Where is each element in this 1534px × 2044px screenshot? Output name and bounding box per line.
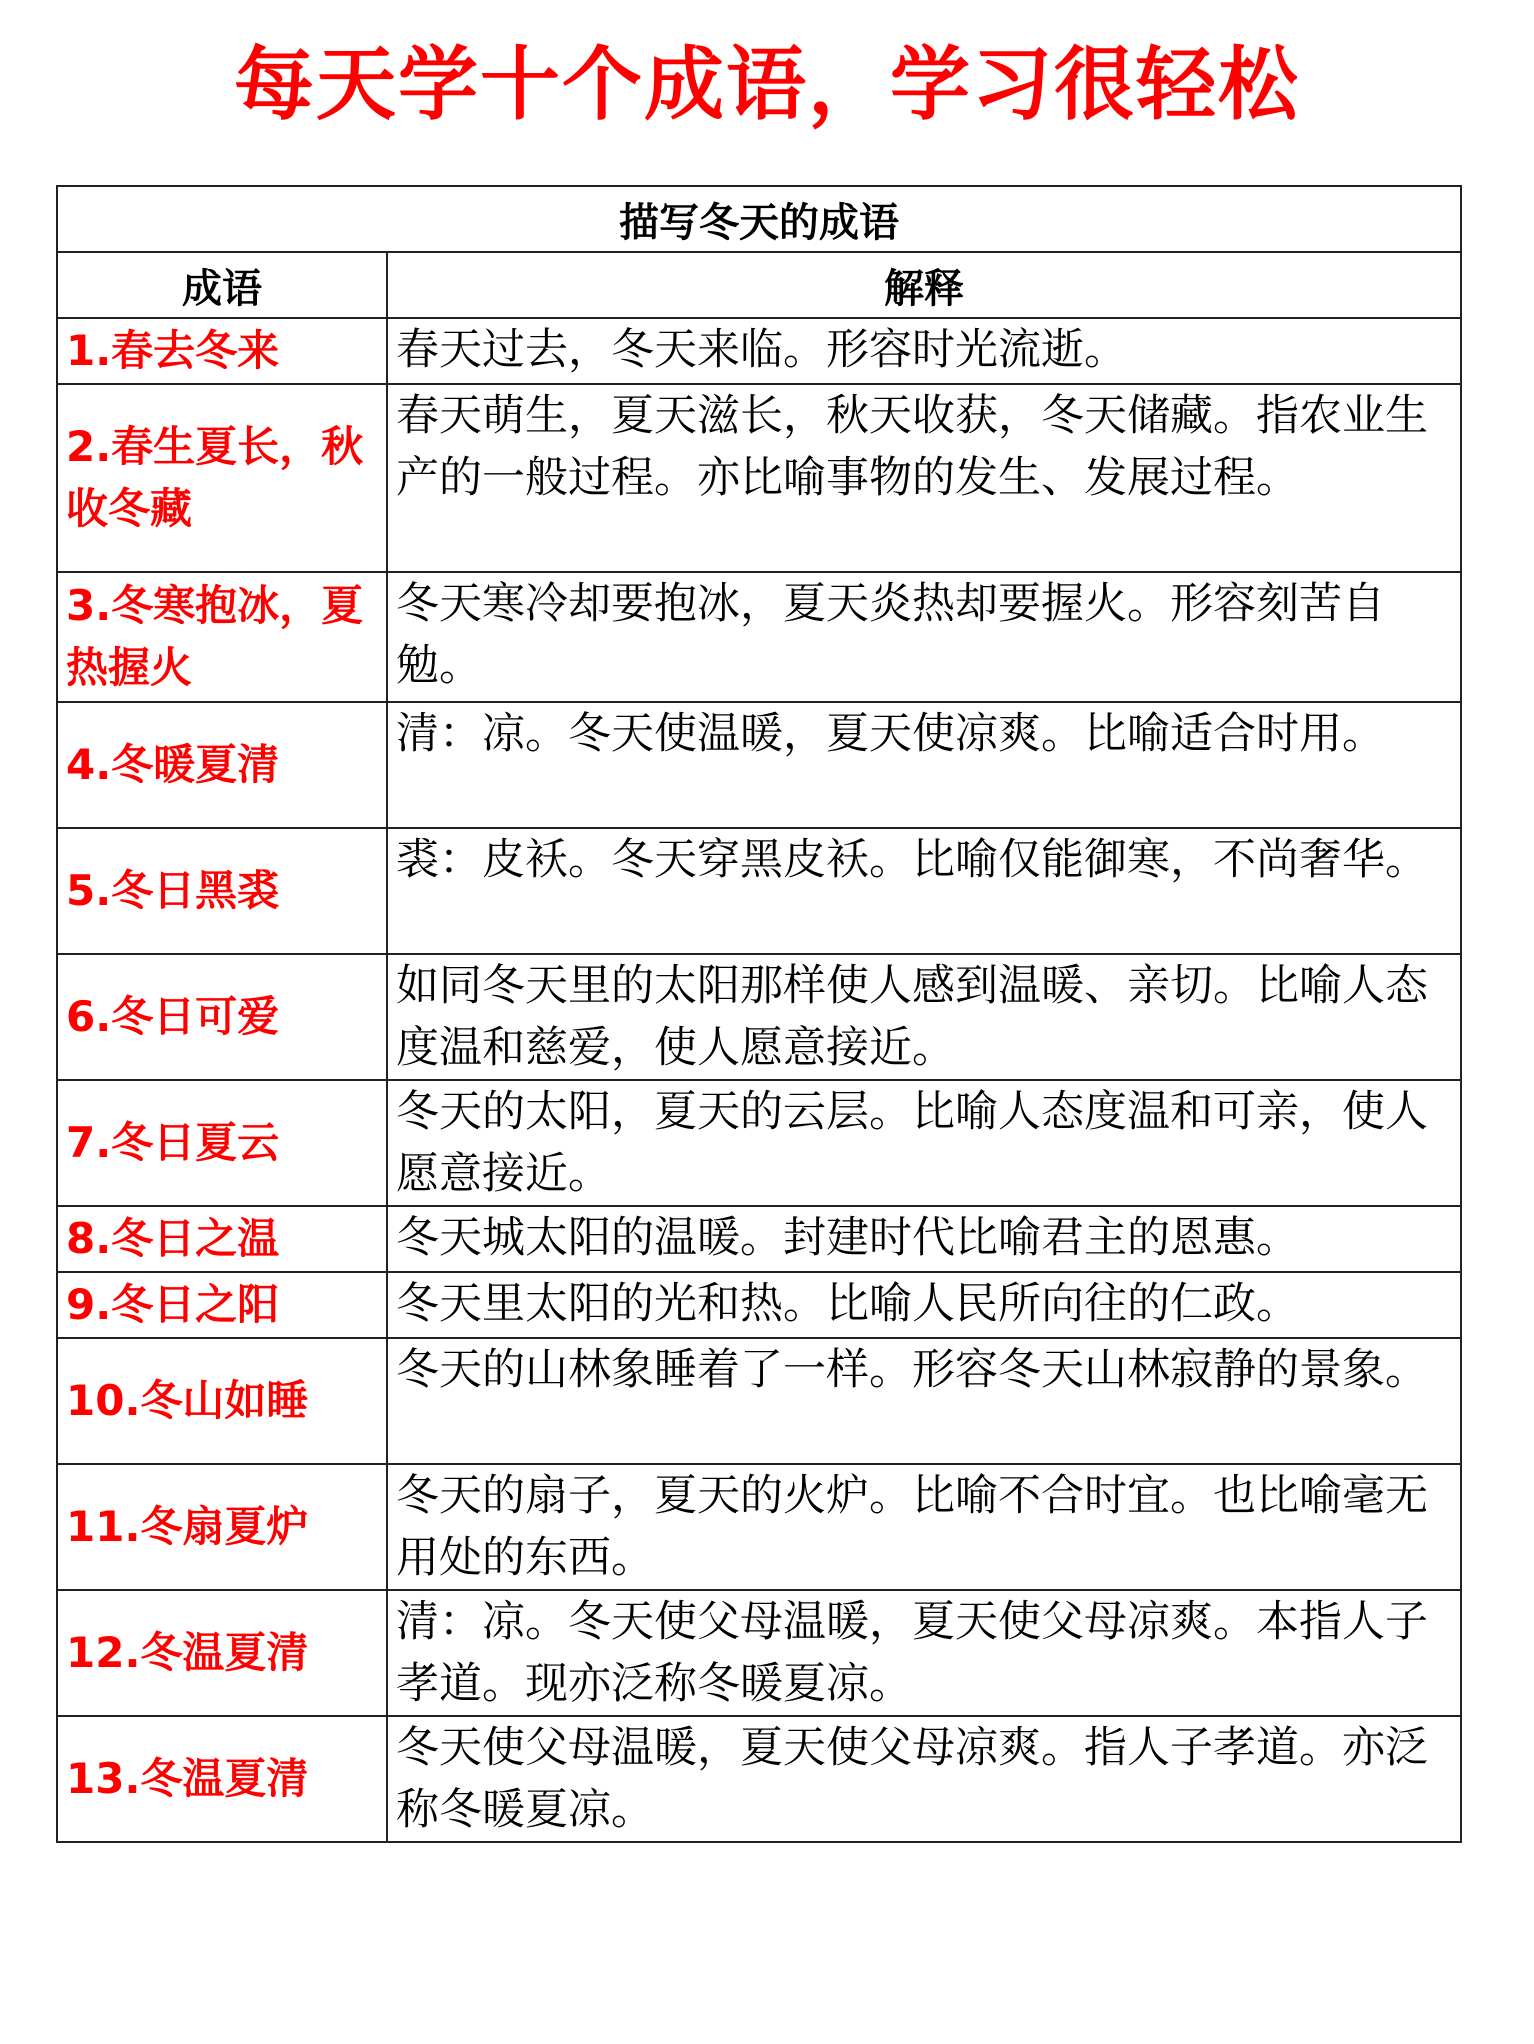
meaning-cell [387,1716,1461,1842]
blank-footer [0,1840,1534,2044]
table-row [57,1716,1461,1842]
meaning-text: 冬天里太阳的光和热。比喻人民所向往的仁政。 [396,1279,1299,1329]
table-row [57,828,1461,954]
table-caption: 描写冬天的成语 [57,186,1461,252]
meaning-text: 冬天的扇子，夏天的火炉。比喻不合时宜。也比喻毫无用处的东西。 [396,1471,1428,1583]
table-row [57,1272,1461,1338]
idiom-table [56,185,1462,1843]
meaning-cell [387,572,1461,702]
table-row [57,1338,1461,1464]
meaning-text: 冬天寒冷却要抱冰，夏天炎热却要握火。形容刻苦自勉。 [396,579,1385,691]
meaning-cell [387,1080,1461,1206]
meaning-cell [387,1272,1461,1338]
idiom-cell: 5.冬日黑裘 [57,828,387,954]
meaning-cell [387,1590,1461,1716]
idiom-cell: 11.冬扇夏炉 [57,1464,387,1590]
idiom-cell: 9.冬日之阳 [57,1272,387,1338]
meaning-cell [387,1206,1461,1272]
table-header-row [57,252,1461,318]
meaning-text: 冬天使父母温暖，夏天使父母凉爽。指人子孝道。亦泛称冬暖夏凉。 [396,1723,1428,1835]
meaning-text: 冬天的山林象睡着了一样。形容冬天山林寂静的景象。 [396,1345,1428,1395]
meaning-cell [387,828,1461,954]
meaning-text: 清：凉。冬天使温暖，夏天使凉爽。比喻适合时用。 [396,709,1385,759]
table-row [57,954,1461,1080]
idiom-cell: 4.冬暖夏清 [57,702,387,828]
table-row [57,318,1461,384]
meaning-cell [387,954,1461,1080]
idiom-cell: 13.冬温夏清 [57,1716,387,1842]
table-caption-row [57,186,1461,252]
table-row [57,1206,1461,1272]
meaning-cell [387,1464,1461,1590]
idiom-cell: 1.春去冬来 [57,318,387,384]
idiom-cell: 7.冬日夏云 [57,1080,387,1206]
table-row [57,1080,1461,1206]
table-row [57,1464,1461,1590]
meaning-text: 裘：皮袄。冬天穿黑皮袄。比喻仅能御寒，不尚奢华。 [396,835,1428,885]
meaning-cell [387,702,1461,828]
page-title: 每天学十个成语，学习很轻松 [234,38,1300,131]
table-row [57,384,1461,572]
idiom-cell: 12.冬温夏清 [57,1590,387,1716]
idiom-cell: 2.春生夏长，秋收冬藏 [57,384,387,572]
meaning-cell [387,318,1461,384]
meaning-text: 如同冬天里的太阳那样使人感到温暖、亲切。比喻人态度温和慈爱，使人愿意接近。 [396,961,1428,1073]
meaning-text: 春天过去，冬天来临。形容时光流逝。 [396,325,1127,375]
meaning-text: 清：凉。冬天使父母温暖，夏天使父母凉爽。本指人子孝道。现亦泛称冬暖夏凉。 [396,1597,1428,1709]
meaning-cell [387,384,1461,572]
idiom-cell: 10.冬山如睡 [57,1338,387,1464]
idiom-cell: 8.冬日之温 [57,1206,387,1272]
column-header-meaning: 解释 [387,252,1461,318]
meaning-text: 春天萌生，夏天滋长，秋天收获，冬天储藏。指农业生产的一般过程。亦比喻事物的发生、发展过程。 [396,391,1428,503]
table-row [57,1590,1461,1716]
table-row [57,572,1461,702]
table-row [57,702,1461,828]
meaning-text: 冬天的太阳，夏天的云层。比喻人态度温和可亲，使人愿意接近。 [396,1087,1428,1199]
meaning-cell [387,1338,1461,1464]
meaning-text: 冬天城太阳的温暖。封建时代比喻君主的恩惠。 [396,1213,1299,1263]
idiom-cell: 6.冬日可爱 [57,954,387,1080]
column-header-idiom: 成语 [57,252,387,318]
idiom-cell: 3.冬寒抱冰，夏热握火 [57,572,387,702]
